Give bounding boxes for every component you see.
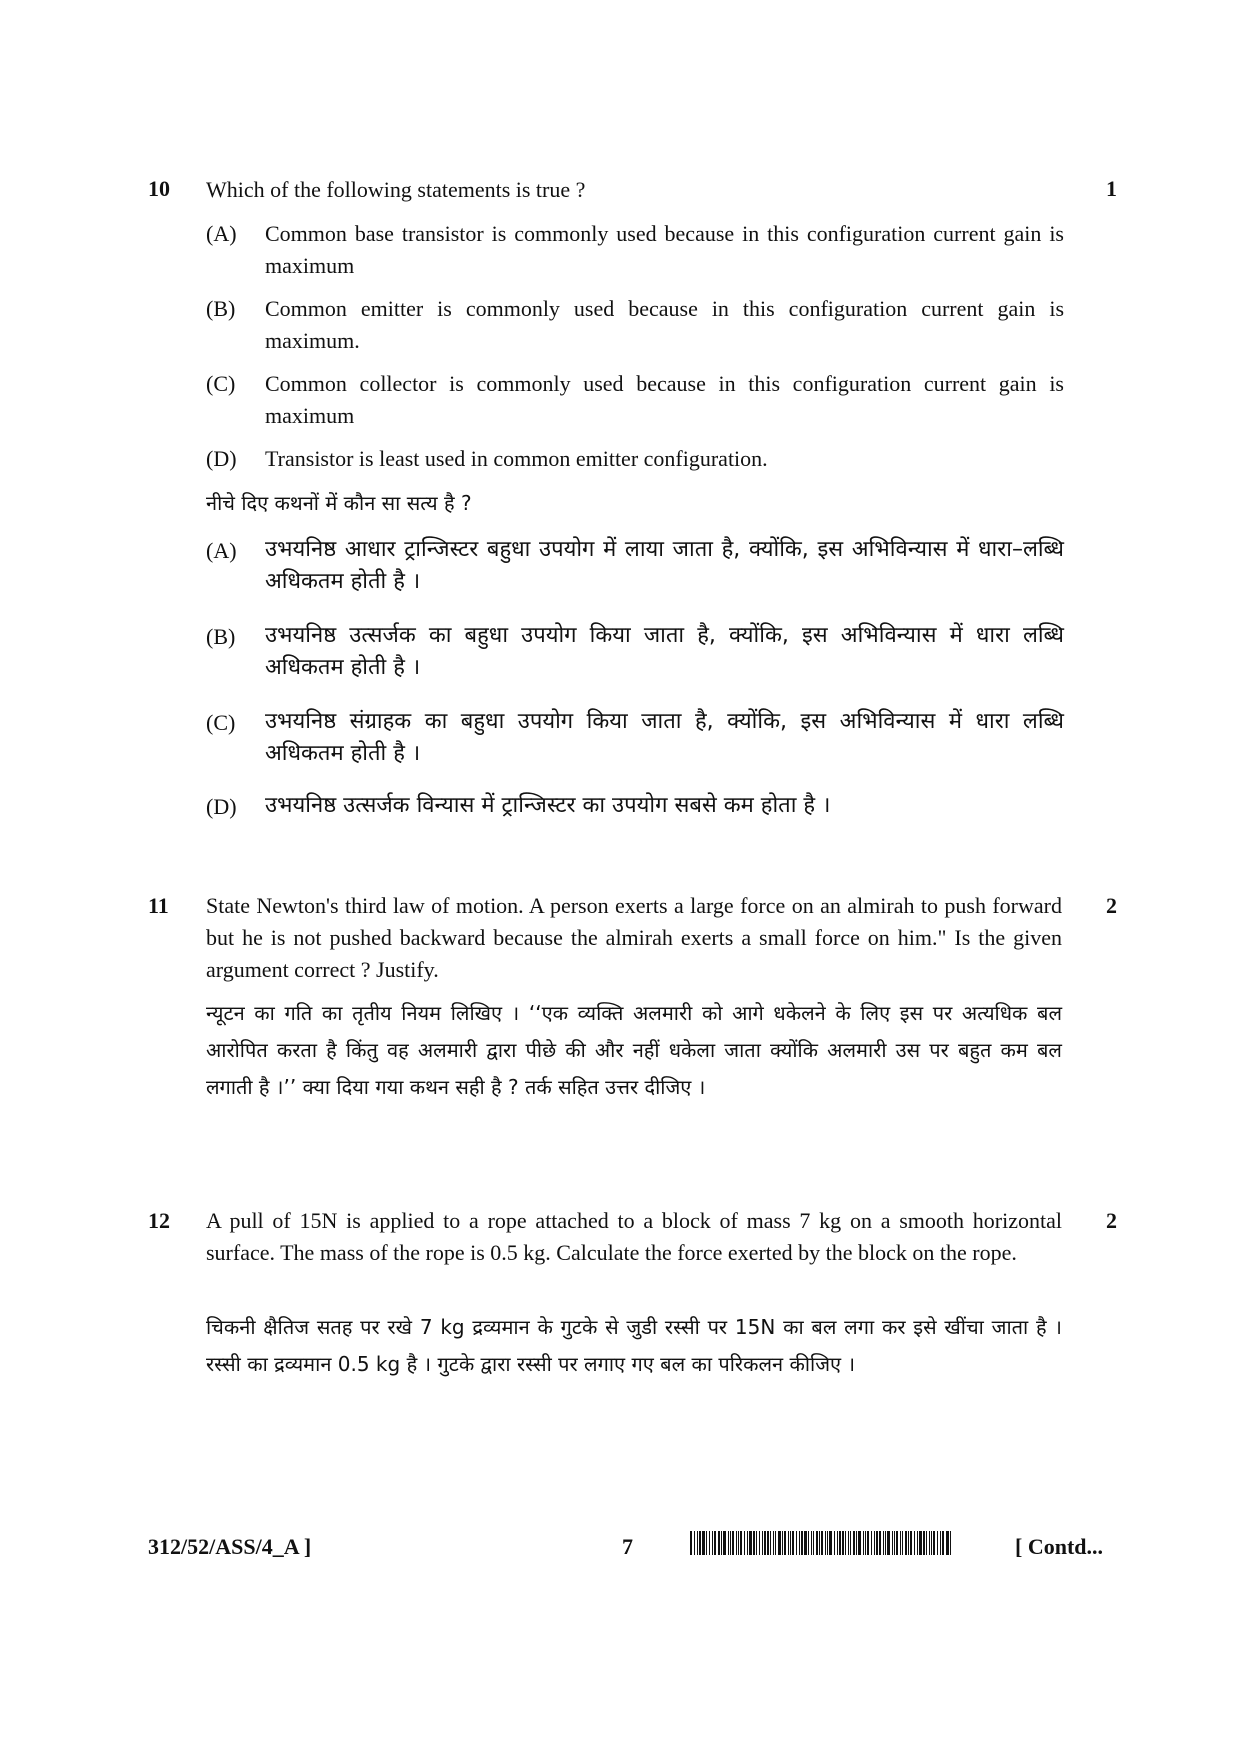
question-12-text-hindi: चिकनी क्षैतिज सतह पर रखे 7 kg द्रव्यमान के गुटके से जुडी रस्सी पर 15N का बल लगा कर इसे खींचा जाता है । रस्सी का द्रव्यमान 0.5 kg है । गुटके द्वारा रस्सी पर लगाए गए बल का परिकलन कीजिए । <box>206 1315 1062 1376</box>
option-text: उभयनिष्ठ उत्सर्जक का बहुधा उपयोग किया जाता है, क्योंकि, इस अभिविन्यास में धारा लब्धि अधिकतम होती है । <box>265 623 1064 680</box>
barcode-stripe <box>784 1531 786 1555</box>
barcode-stripe <box>773 1531 774 1555</box>
barcode-stripe <box>892 1531 893 1555</box>
barcode-stripe <box>747 1531 748 1555</box>
barcode-stripe <box>829 1531 832 1555</box>
barcode-stripe <box>863 1531 864 1555</box>
question-10-marks: 1 <box>1106 176 1117 201</box>
question-12-number: 12 <box>148 1208 170 1233</box>
question-10-option-d <box>206 443 1064 475</box>
barcode-stripe <box>883 1531 884 1555</box>
barcode-stripe <box>811 1531 812 1555</box>
question-10-option-c <box>206 368 1064 432</box>
question-10-option-c-hindi <box>206 706 1064 770</box>
barcode-stripe <box>929 1531 930 1555</box>
barcode-stripe <box>799 1531 800 1555</box>
question-12-marks: 2 <box>1106 1208 1117 1233</box>
barcode-stripe <box>819 1531 820 1555</box>
barcode-stripe <box>723 1531 726 1555</box>
barcode-stripe <box>885 1531 886 1555</box>
barcode-stripe <box>728 1531 729 1555</box>
barcode-stripe <box>808 1531 809 1555</box>
barcode-stripe <box>917 1531 918 1555</box>
option-label: (B) <box>206 296 236 321</box>
barcode-stripe <box>887 1531 890 1555</box>
barcode-stripe <box>749 1531 752 1555</box>
barcode-stripe <box>942 1531 944 1555</box>
option-text: Common base transistor is commonly used because in this configuration current gain is maximum <box>265 221 1064 278</box>
barcode-stripe <box>744 1531 745 1555</box>
barcode-stripe <box>712 1531 713 1555</box>
barcode-stripe <box>694 1531 695 1555</box>
barcode-stripe <box>718 1531 720 1555</box>
barcode-stripe <box>706 1531 707 1555</box>
barcode-stripe <box>721 1531 722 1555</box>
barcode-stripe <box>858 1531 861 1555</box>
barcode-stripe <box>871 1531 872 1555</box>
barcode-stripe <box>923 1531 925 1555</box>
question-11-text-hindi: न्यूटन का गति का तृतीय नियम लिखिए । ‘‘एक व्यक्ति अलमारी को आगे धकेलने के लिए इस पर अत्यधिक बल आरोपित करता है किंतु वह अलमारी द्वारा पीछे की और नहीं धकेला जाता क्योंकि अलमारी उस पर बहुत कम बल लगाती है ।’’ क्या दिया गया कथन सही है ? तर्क सहित उत्तर दीजिए । <box>206 1001 1062 1099</box>
barcode-stripe <box>801 1531 803 1555</box>
barcode-stripe <box>709 1531 710 1555</box>
barcode-stripe <box>842 1531 844 1555</box>
question-10-number: 10 <box>148 176 170 201</box>
barcode-stripe <box>937 1531 938 1555</box>
barcode-stripe <box>894 1531 895 1555</box>
barcode-stripe <box>845 1531 846 1555</box>
barcode-stripe <box>730 1531 731 1555</box>
barcode-stripe <box>790 1531 791 1555</box>
barcode-stripe <box>865 1531 866 1555</box>
question-10-option-a-hindi <box>206 534 1064 598</box>
barcode-stripe <box>759 1531 760 1555</box>
barcode-stripe <box>804 1531 807 1555</box>
option-label: (A) <box>206 221 237 246</box>
barcode-stripe <box>896 1531 898 1555</box>
barcode-stripe <box>767 1531 769 1555</box>
barcode-stripe <box>931 1531 932 1555</box>
barcode-stripe <box>950 1531 951 1555</box>
question-10-option-d-hindi <box>206 790 1064 822</box>
barcode-stripe <box>919 1531 922 1555</box>
barcode-stripe <box>908 1531 909 1555</box>
page-number: 7 <box>622 1534 633 1559</box>
barcode-stripe <box>905 1531 907 1555</box>
option-text: Common collector is commonly used because in this configuration current gain is maximum <box>265 371 1064 428</box>
barcode-stripe <box>837 1531 838 1555</box>
option-text: उभयनिष्ठ उत्सर्जक विन्यास में ट्रान्जिस्टर का उपयोग सबसे कम होता है । <box>265 793 831 818</box>
barcode <box>690 1531 995 1555</box>
option-text: उभयनिष्ठ आधार ट्रान्जिस्टर बहुधा उपयोग में लाया जाता है, क्योंकि, इस अभिविन्यास में धारा–लब्धि अधिकतम होती है । <box>265 537 1064 594</box>
barcode-stripe <box>926 1531 927 1555</box>
barcode-stripe <box>796 1531 797 1555</box>
option-label: (D) <box>206 446 237 471</box>
barcode-stripe <box>762 1531 763 1555</box>
barcode-stripe <box>850 1531 851 1555</box>
barcode-stripe <box>756 1531 757 1555</box>
barcode-stripe <box>792 1531 794 1555</box>
barcode-stripe <box>690 1531 692 1555</box>
barcode-stripe <box>834 1531 835 1555</box>
barcode-stripe <box>876 1531 878 1555</box>
barcode-stripe <box>738 1531 739 1555</box>
barcode-stripe <box>816 1531 818 1555</box>
barcode-stripe <box>813 1531 814 1555</box>
question-12-text: A pull of 15N is applied to a rope attached to a block of mass 7 kg on a smooth horizontal surface. The mass of the rope is 0.5 kg. Calculate the force exerted by the block on the rope. <box>206 1208 1062 1265</box>
option-label: (D) <box>206 794 237 819</box>
option-label: (C) <box>206 371 236 396</box>
option-text: Transistor is least used in common emitter configuration. <box>265 446 768 471</box>
barcode-stripe <box>839 1531 841 1555</box>
question-11-marks: 2 <box>1106 893 1117 918</box>
barcode-stripe <box>825 1531 826 1555</box>
barcode-stripe <box>874 1531 875 1555</box>
barcode-stripe <box>946 1531 949 1555</box>
barcode-stripe <box>714 1531 716 1555</box>
barcode-stripe <box>740 1531 742 1555</box>
barcode-stripe <box>770 1531 771 1555</box>
question-10-option-a <box>206 218 1064 282</box>
barcode-stripe <box>933 1531 935 1555</box>
barcode-stripe <box>902 1531 903 1555</box>
barcode-stripe <box>697 1531 698 1555</box>
question-10-option-b-hindi <box>206 620 1064 684</box>
barcode-stripe <box>782 1531 783 1555</box>
barcode-stripe <box>879 1531 881 1555</box>
barcode-stripe <box>821 1531 823 1555</box>
barcode-stripe <box>853 1531 855 1555</box>
barcode-stripe <box>867 1531 869 1555</box>
barcode-stripe <box>732 1531 734 1555</box>
question-10-text: Which of the following statements is true ? <box>206 177 586 202</box>
barcode-stripe <box>914 1531 915 1555</box>
question-11-number: 11 <box>148 893 169 918</box>
barcode-stripe <box>702 1531 705 1555</box>
option-label: (B) <box>206 624 236 649</box>
barcode-stripe <box>848 1531 849 1555</box>
question-10-text-hindi: नीचे दिए कथनों में कौन सा सत्य है ? <box>206 491 472 515</box>
paper-code: 312/52/ASS/4_A ] <box>148 1534 312 1559</box>
barcode-stripe <box>775 1531 776 1555</box>
barcode-stripe <box>940 1531 941 1555</box>
barcode-stripe <box>699 1531 701 1555</box>
option-label: (A) <box>206 538 237 563</box>
barcode-stripe <box>827 1531 828 1555</box>
question-11-text: State Newton's third law of motion. A person exerts a large force on an almirah to push forward but he is not pushed backward because the almirah exerts a small force on him." Is the given argument correct ? Justify. <box>206 893 1062 982</box>
barcode-stripe <box>856 1531 857 1555</box>
option-label: (C) <box>206 710 236 735</box>
barcode-stripe <box>900 1531 901 1555</box>
option-text: Common emitter is commonly used because in this configuration current gain is maximum. <box>265 296 1064 353</box>
barcode-stripe <box>788 1531 789 1555</box>
contd-label: [ Contd... <box>1015 1534 1104 1559</box>
option-text: उभयनिष्ठ संग्राहक का बहुधा उपयोग किया जाता है, क्योंकि, इस अभिविन्यास में धारा लब्धि अधिकतम होती है । <box>265 709 1064 766</box>
barcode-stripe <box>764 1531 766 1555</box>
barcode-stripe <box>753 1531 755 1555</box>
question-10-option-b <box>206 293 1064 357</box>
barcode-stripe <box>778 1531 781 1555</box>
barcode-stripe <box>910 1531 912 1555</box>
barcode-stripe <box>736 1531 737 1555</box>
